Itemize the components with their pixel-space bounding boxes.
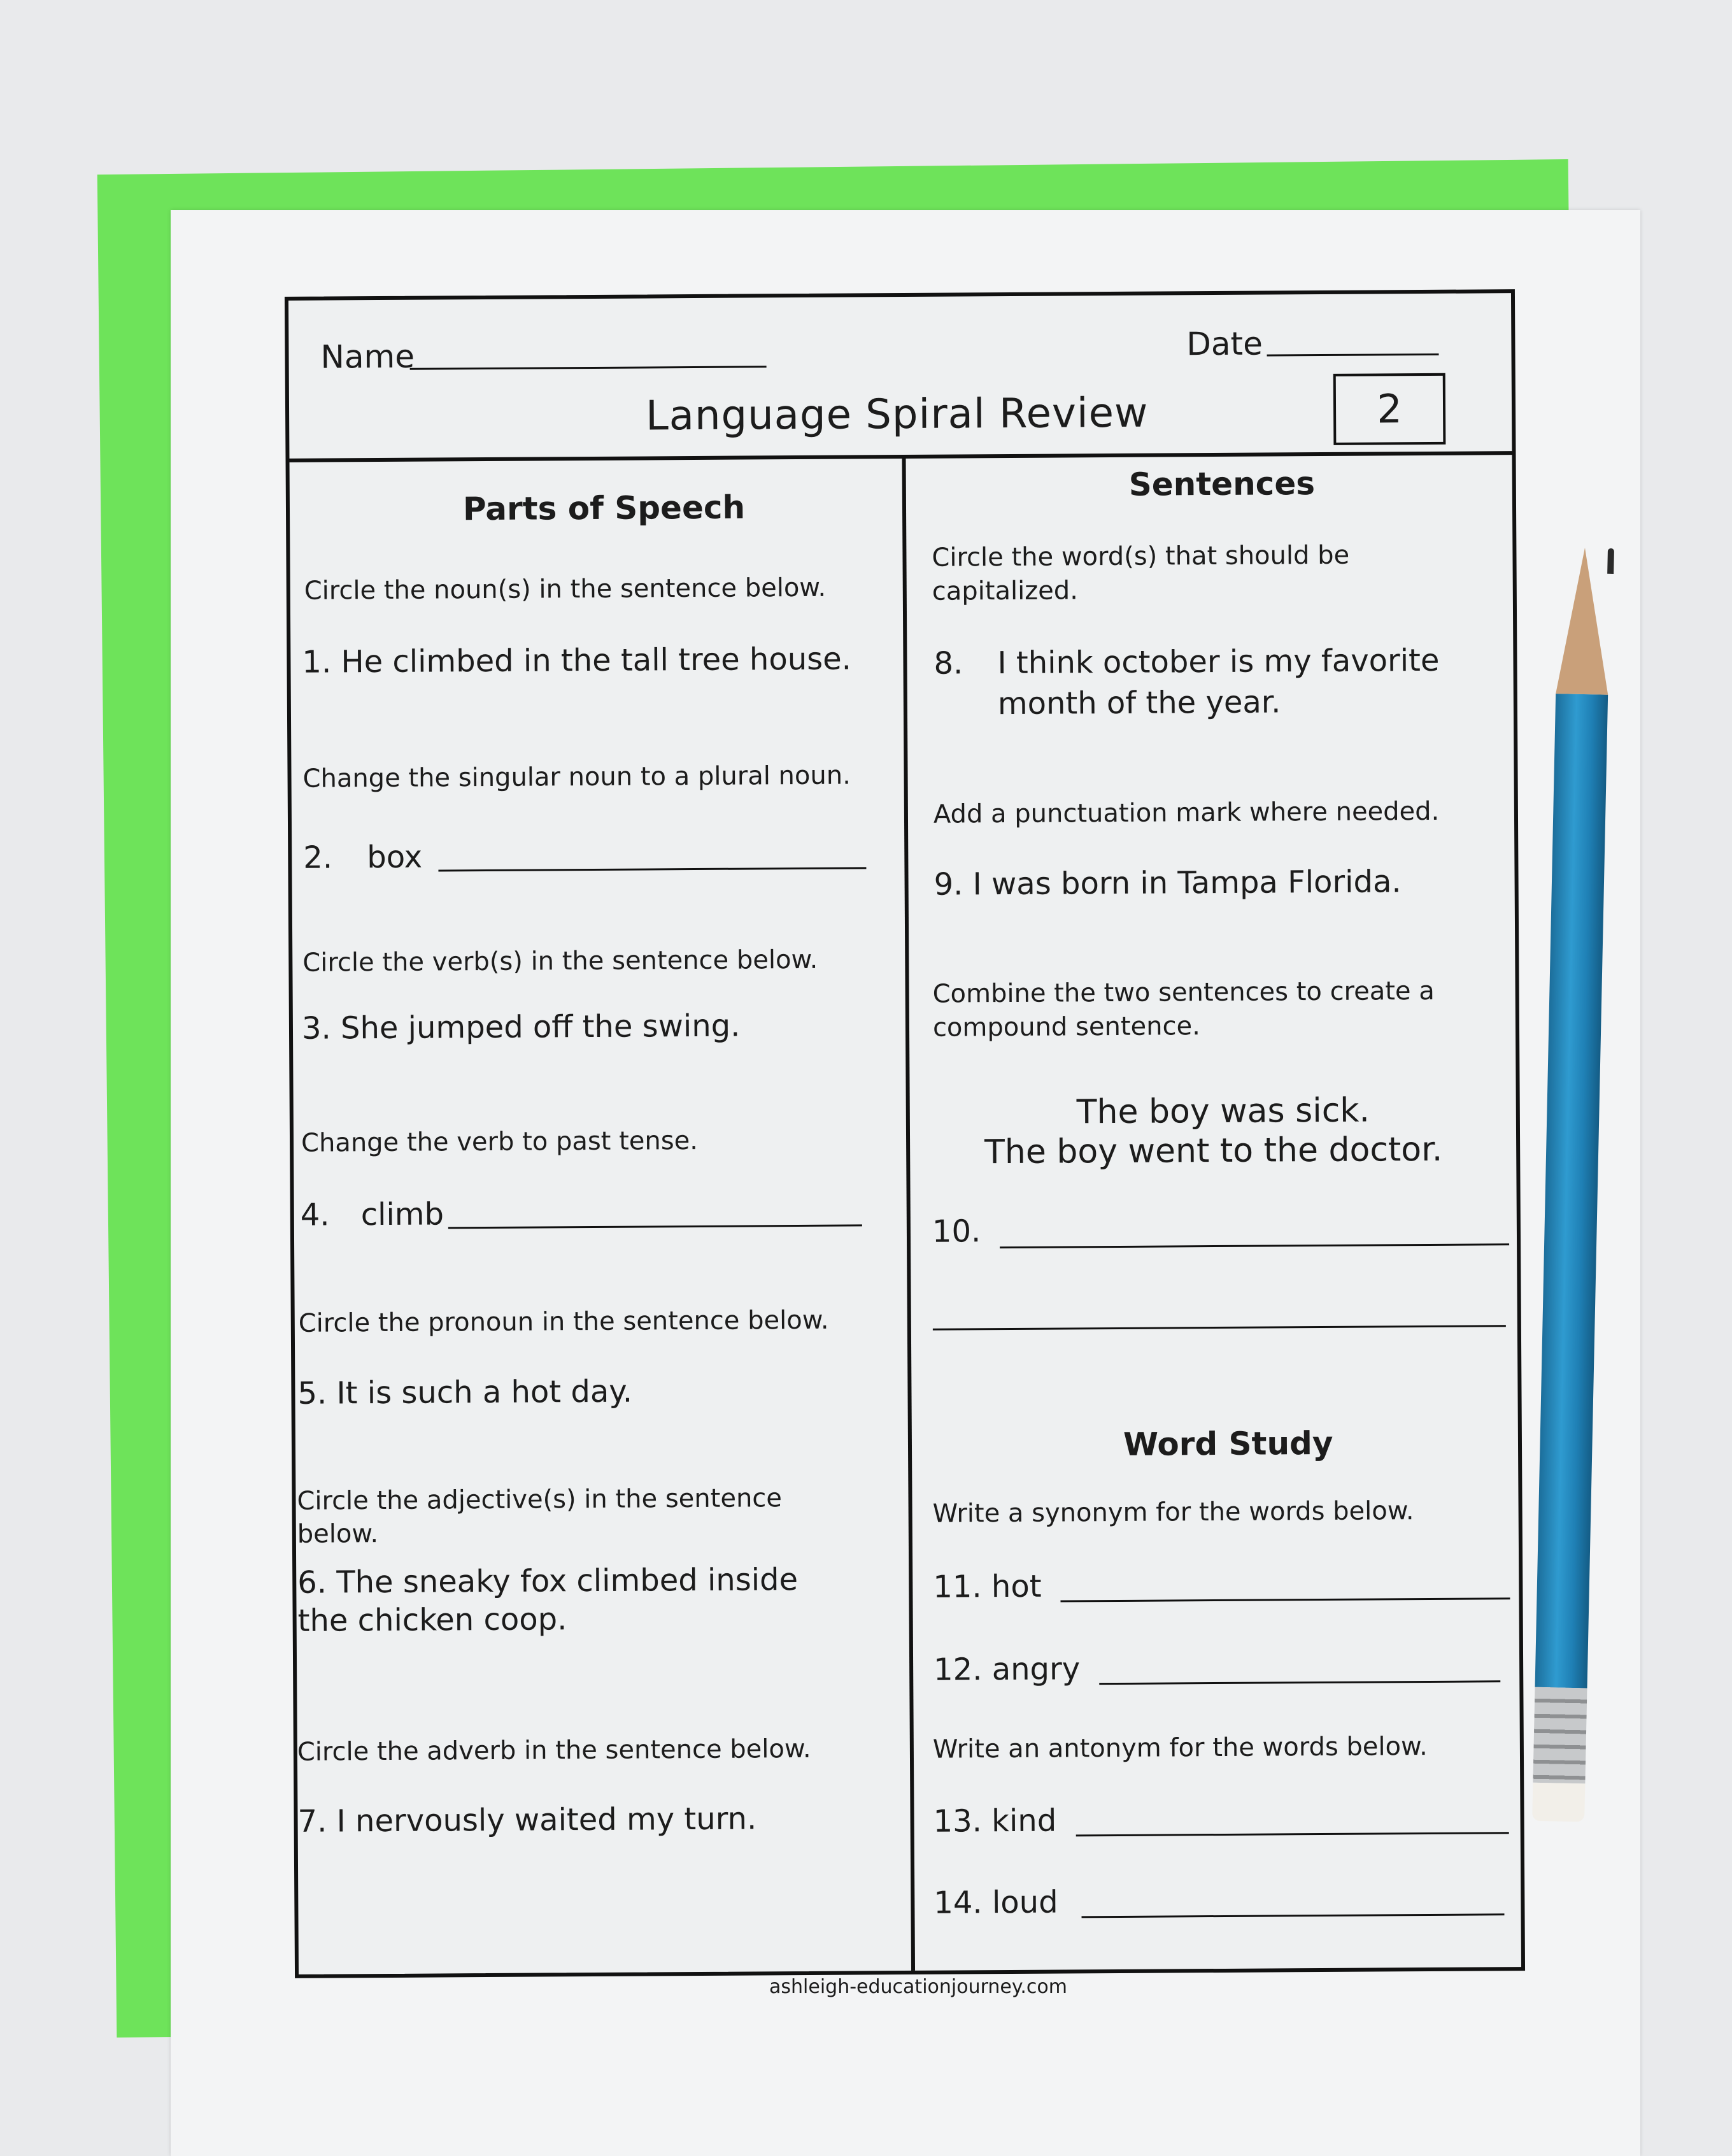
q4-instruction: Change the verb to past tense. <box>301 1125 699 1158</box>
q8-instruction-line-2: capitalized. <box>932 576 1079 606</box>
parts-of-speech-heading: Parts of Speech <box>462 489 746 528</box>
q8-instruction-line-1: Circle the word(s) that should be <box>932 540 1350 573</box>
q10-instruction-line-2: compound sentence. <box>932 1011 1200 1043</box>
q6-instruction-line-1: Circle the adjective(s) in the sentence <box>297 1483 783 1516</box>
q10-number: 10. <box>932 1213 981 1250</box>
q3-sentence[interactable]: 3. She jumped off the swing. <box>301 1008 741 1046</box>
q11-word: 11. hot <box>933 1568 1042 1605</box>
website-footer: ashleigh-educationjourney.com <box>769 1976 1067 1998</box>
q10-sentence-2: The boy went to the doctor. <box>984 1130 1443 1172</box>
antonym-instruction: Write an antonym for the words below. <box>932 1732 1428 1764</box>
q10-sentence-1: The boy was sick. <box>1076 1091 1370 1132</box>
q9-sentence[interactable]: 9. I was born in Tampa Florida. <box>933 864 1402 903</box>
q7-instruction: Circle the adverb in the sentence below. <box>297 1734 811 1767</box>
q2-answer-line[interactable] <box>438 867 866 871</box>
date-label: Date <box>1186 325 1263 363</box>
synonym-instruction: Write a synonym for the words below. <box>932 1496 1414 1529</box>
q8-number: 8. <box>933 645 963 682</box>
review-number-box: 2 <box>1333 373 1446 445</box>
q12-word: 12. angry <box>933 1651 1081 1688</box>
sentences-heading: Sentences <box>1128 465 1316 503</box>
q2-instruction: Change the singular noun to a plural noun. <box>302 760 851 794</box>
q2-number: 2. <box>303 839 333 876</box>
q14-word: 14. loud <box>933 1884 1058 1921</box>
worksheet-frame <box>285 289 1525 1978</box>
pencil-lead <box>1607 548 1614 574</box>
q3-instruction: Circle the verb(s) in the sentence below. <box>302 945 818 978</box>
date-blank[interactable] <box>1267 353 1439 357</box>
q14-answer-line[interactable] <box>1082 1913 1505 1918</box>
q5-instruction: Circle the pronoun in the sentence below. <box>298 1305 829 1338</box>
name-label: Name <box>320 338 415 376</box>
q12-answer-line[interactable] <box>1099 1680 1500 1685</box>
q4-word: climb <box>360 1196 444 1233</box>
q4-number: 4. <box>300 1197 330 1233</box>
pencil-eraser <box>1532 1783 1585 1822</box>
q9-instruction: Add a punctuation mark where needed. <box>933 796 1440 829</box>
q2-word: box <box>367 839 423 876</box>
q10-answer-line-1[interactable] <box>1000 1243 1509 1248</box>
name-blank[interactable] <box>410 366 767 369</box>
q6-sentence-line-1[interactable]: 6. The sneaky fox climbed inside <box>297 1562 799 1601</box>
q5-sentence[interactable]: 5. It is such a hot day. <box>297 1373 633 1411</box>
q6-instruction-line-2: below. <box>297 1519 379 1549</box>
q10-instruction-line-1: Combine the two sentences to create a <box>932 976 1435 1009</box>
q6-sentence-line-2[interactable]: the chicken coop. <box>297 1601 567 1639</box>
q13-word: 13. kind <box>933 1803 1057 1839</box>
q13-answer-line[interactable] <box>1076 1832 1509 1836</box>
q8-sentence-line-1[interactable]: I think october is my favorite <box>997 642 1440 682</box>
q10-answer-line-2[interactable] <box>933 1325 1506 1330</box>
column-divider <box>902 455 915 1971</box>
q4-answer-line[interactable] <box>448 1224 862 1229</box>
q11-answer-line[interactable] <box>1060 1597 1510 1602</box>
q7-sentence[interactable]: 7. I nervously waited my turn. <box>297 1801 757 1839</box>
page-title: Language Spiral Review <box>645 389 1149 440</box>
worksheet-header <box>288 293 1512 462</box>
q1-sentence[interactable]: 1. He climbed in the tall tree house. <box>302 641 852 680</box>
q8-sentence-line-2[interactable]: month of the year. <box>997 684 1281 722</box>
word-study-heading: Word Study <box>1123 1424 1333 1463</box>
pencil-tip <box>1556 547 1611 695</box>
q1-instruction: Circle the noun(s) in the sentence below. <box>304 573 827 606</box>
pencil-ferrule <box>1533 1687 1587 1784</box>
